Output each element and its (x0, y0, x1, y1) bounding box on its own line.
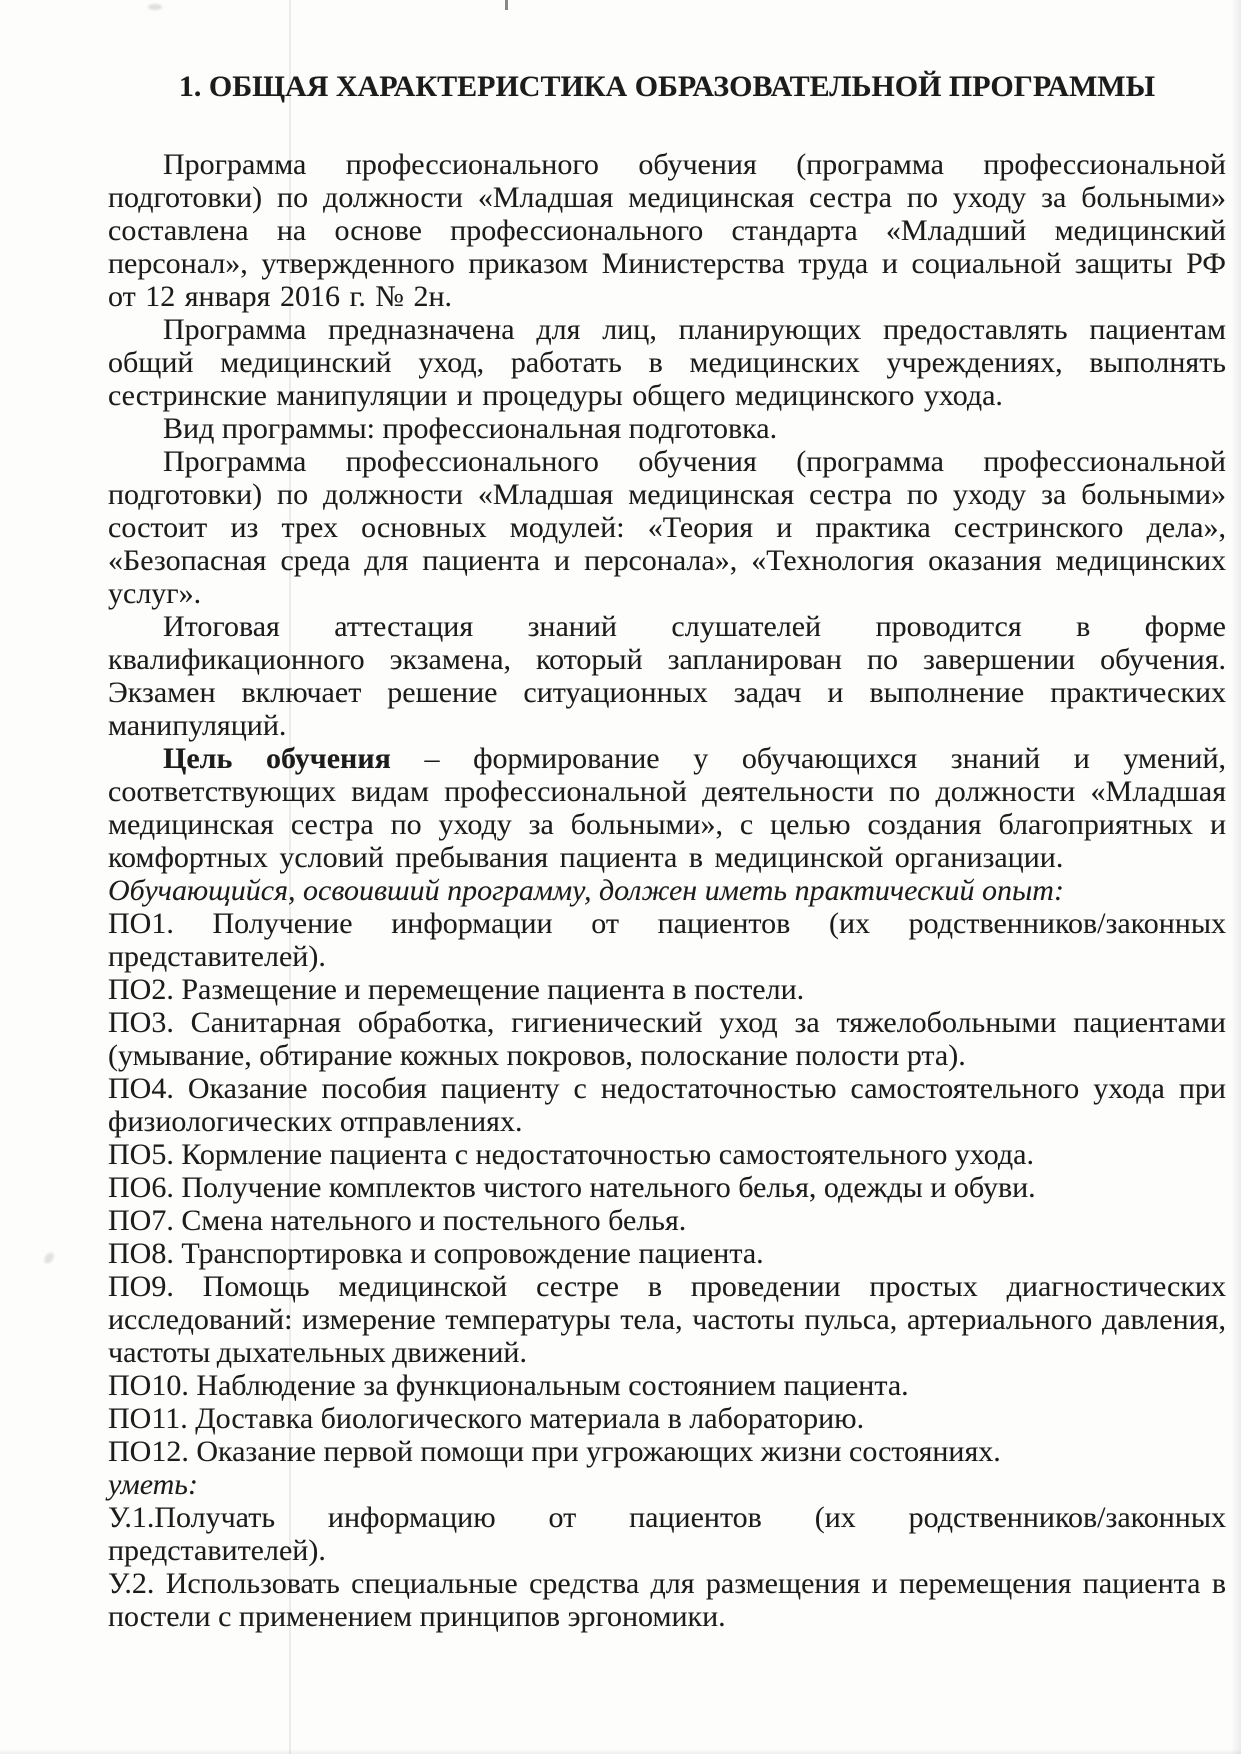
paragraph-program-basis: Программа профессионального обучения (программа профессиональной подготовки) по должности «Младшая медицинская сестра по уходу за больными» составлена на основе профессионального стандарта «Младший медицинский персонал», утвержденного приказом Министерства труда и социальной защиты РФ от 12 января 2016 г. № 2н. (108, 148, 1226, 313)
po-item-10: ПО10. Наблюдение за функциональным состоянием пациента. (108, 1369, 909, 1402)
po-item-11: ПО11. Доставка биологического материала в лабораторию. (108, 1402, 865, 1435)
po-item-5: ПО5. Кормление пациента с недостаточностью самостоятельного ухода. (108, 1138, 1034, 1171)
paragraph-final-attestation: Итоговая аттестация знаний слушателей проводится в форме квалификационного экзамена, который запланирован по завершении обучения. Экзамен включает решение ситуационных задач и выполнение практических манипуляций. (108, 610, 1226, 742)
po-item-3: ПО3. Санитарная обработка, гигиенический уход за тяжелобольными пациентами (умывание, обтирание кожных покровов, полоскание полости рта). (108, 1006, 1226, 1072)
scan-speck-top-tick (505, 0, 508, 10)
skills-heading: уметь: (108, 1468, 198, 1501)
scan-speck-left (42, 1251, 55, 1265)
page-title: 1. ОБЩАЯ ХАРАКТЕРИСТИКА ОБРАЗОВАТЕЛЬНОЙ ПРОГРАММЫ (178, 70, 1156, 103)
po-item-1: ПО1. Получение информации от пациентов (их родственников/законных представителей). (108, 907, 1226, 973)
po-item-4: ПО4. Оказание пособия пациенту с недостаточностью самостоятельного ухода при физиологических отправлениях. (108, 1072, 1226, 1138)
document-content (108, 70, 1226, 1633)
scan-speck-top-smudge (148, 4, 162, 10)
paragraph-program-audience: Программа предназначена для лиц, планирующих предоставлять пациентам общий медицинский уход, работать в медицинских учреждениях, выполнять сестринские манипуляции и процедуры общего медицинского ухода. (108, 313, 1226, 412)
po-item-7: ПО7. Смена нательного и постельного белья. (108, 1204, 687, 1237)
training-goal-text: – формирование у обучающихся знаний и умений, соответствующих видам профессиональной деятельности по должности «Младшая медицинская сестра по уходу за больными», с целью создания благоприятных и комфортных условий пребывания пациента в медицинской организации. (108, 742, 1226, 874)
paragraph-training-goal (108, 742, 1226, 874)
scan-edge-shadow-right (1231, 0, 1241, 1754)
training-goal-lead: Цель обучения (163, 742, 391, 775)
paragraph-program-modules: Программа профессионального обучения (программа профессиональной подготовки) по должности «Младшая медицинская сестра по уходу за больными» состоит из трех основных модулей: «Теория и практика сестринского дела», «Безопасная среда для пациента и персонала», «Технология оказания медицинских услуг». (108, 445, 1226, 610)
po-item-2: ПО2. Размещение и перемещение пациента в постели. (108, 973, 805, 1006)
paragraph-program-type: Вид программы: профессиональная подготовка. (163, 412, 778, 445)
po-item-9: ПО9. Помощь медицинской сестре в проведении простых диагностических исследований: измерение температуры тела, частоты пульса, артериального давления, частоты дыхательных движений. (108, 1270, 1226, 1369)
po-item-6: ПО6. Получение комплектов чистого нательного белья, одежды и обуви. (108, 1171, 1036, 1204)
scan-edge-shadow-bottom (0, 1749, 1241, 1754)
skill-item-1: У.1.Получать информацию от пациентов (их родственников/законных представителей). (108, 1501, 1226, 1567)
skill-item-2: У.2. Использовать специальные средства для размещения и перемещения пациента в постели с применением принципов эргономики. (108, 1567, 1226, 1633)
po-item-8: ПО8. Транспортировка и сопровождение пациента. (108, 1237, 764, 1270)
po-item-12: ПО12. Оказание первой помощи при угрожающих жизни состояниях. (108, 1435, 1001, 1468)
practical-experience-heading: Обучающийся, освоивший программу, должен иметь практический опыт: (108, 874, 1064, 907)
